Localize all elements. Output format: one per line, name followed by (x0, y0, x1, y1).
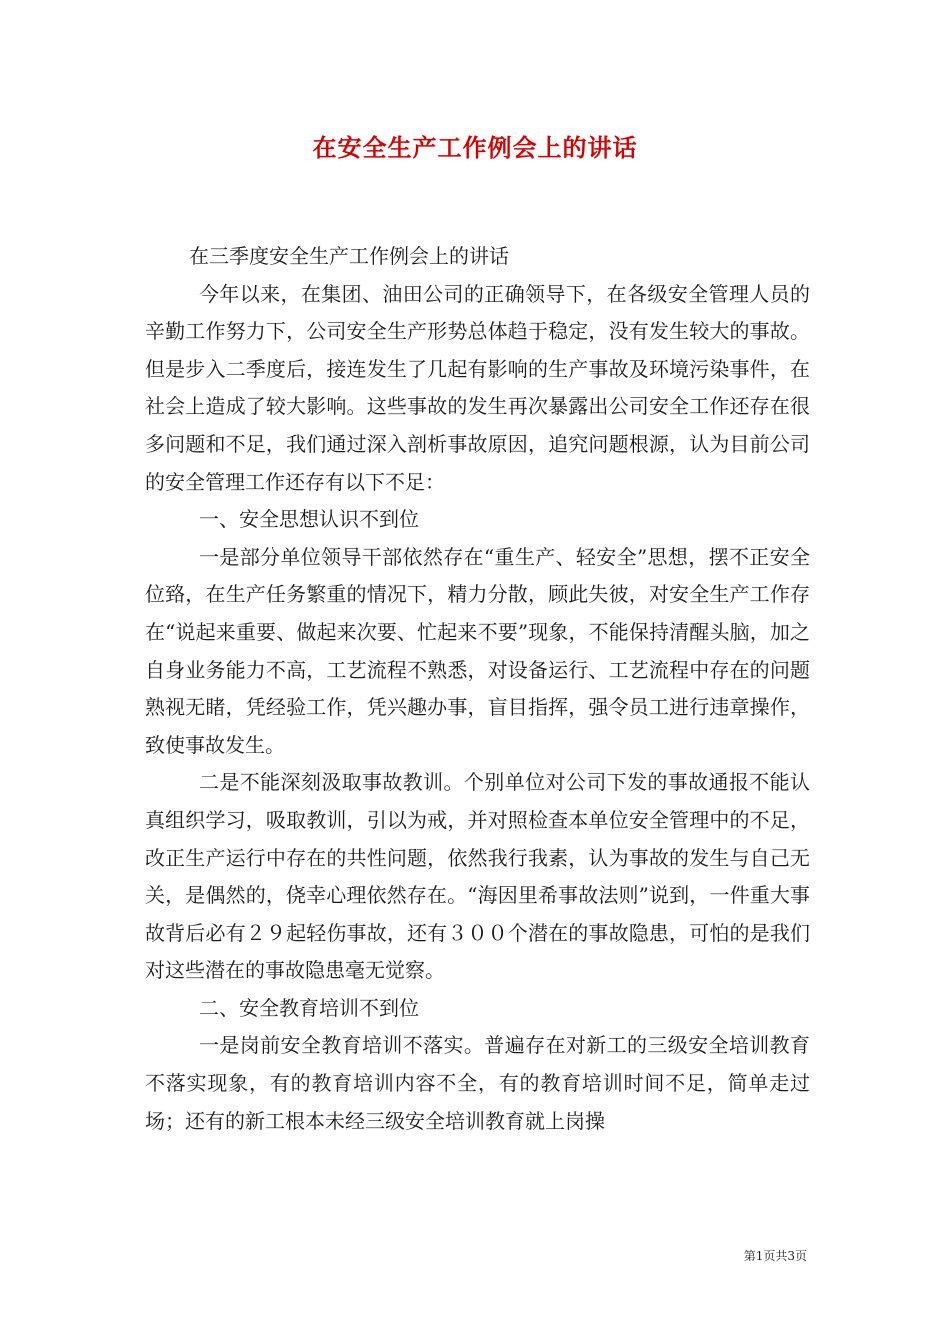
body-paragraph: 二是不能深刻汲取事故教训。个别单位对公司下发的事故通报不能认真组织学习，吸取教训，引以为戒，并对照检查本单位安全管理中的不足，改正生产运行中存在的共性问题，依然我行我素，认为事故的发生与自己无关，是偶然的，侥幸心理依然存在。“海因里希事故法则”说到，一件重大事故背后必有２９起轻伤事故，还有３００个潜在的事故隐患，可怕的是我们对这些潜在的事故隐患毫无觉察。 (145, 770, 810, 983)
body-paragraph: 一是部分单位领导干部依然存在“重生产、轻安全”思想，摆不正安全位臵，在生产任务繁重的情况下，精力分散，顾此失彼，对安全生产工作存在“说起来重要、做起来次要、忙起来不要”现象，不能保持清醒头脑，加之自身业务能力不高，工艺流程不熟悉，对设备运行、工艺流程中存在的问题熟视无睹，凭经验工作，凭兴趣办事，盲目指挥，强令员工进行违章操作，致使事故发生。 (145, 544, 810, 757)
document-title: 在安全生产工作例会上的讲话 (312, 133, 638, 162)
section-heading: 二、安全教育培训不到位 (199, 995, 419, 1020)
body-paragraph: 今年以来，在集团、油田公司的正确领导下，在各级安全管理人员的辛勤工作努力下，公司安全生产形势总体趋于稳定，没有发生较大的事故。但是步入二季度后，接连发生了几起有影响的生产事故及环境污染事件，在社会上造成了较大影响。这些事故的发生再次暴露出公司安全工作还存在很多问题和不足，我们通过深入剖析事故原因，追究问题根源，认为目前公司的安全管理工作还存有以下不足： (145, 281, 810, 494)
document-body (145, 238, 810, 1140)
subtitle-paragraph: 在三季度安全生产工作例会上的讲话 (189, 244, 509, 268)
body-paragraph: 一是岗前安全教育培训不落实。普遍存在对新工的三级安全培训教育不落实现象，有的教育培训内容不全，有的教育培训时间不足，简单走过场；还有的新工根本未经三级安全培训教育就上岗操 (145, 1033, 810, 1133)
page-number: 第1页共3页 (743, 1249, 807, 1263)
section-heading: 一、安全思想认识不到位 (199, 507, 419, 532)
